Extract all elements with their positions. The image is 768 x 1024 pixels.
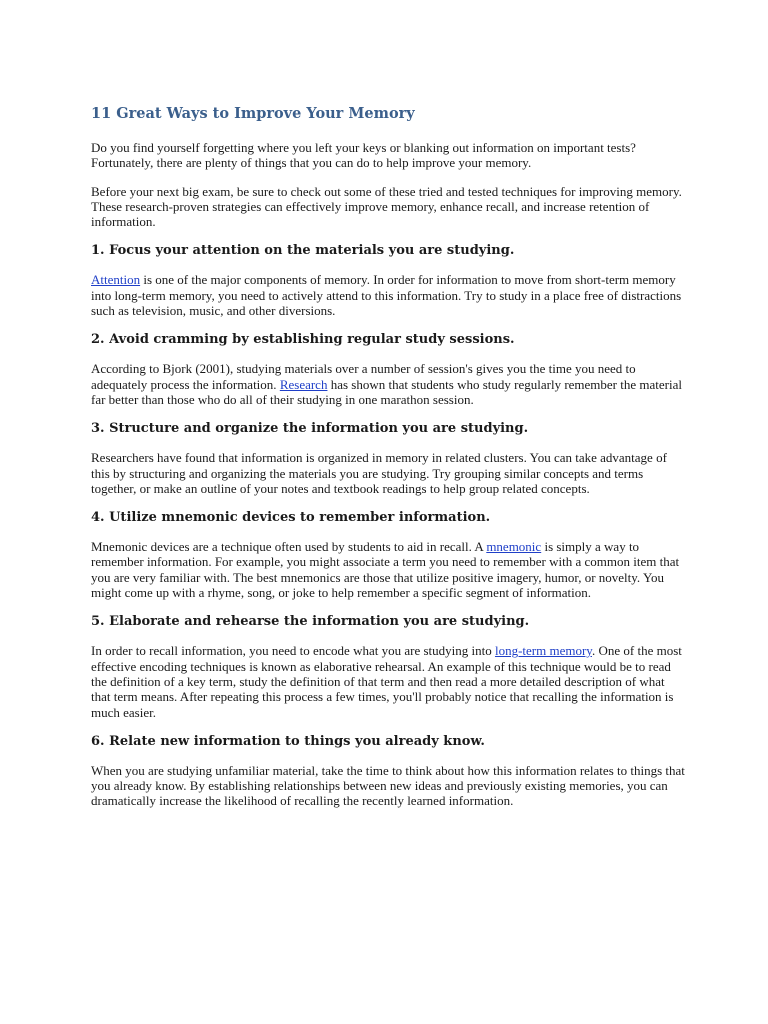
section-heading-1: 1. Focus your attention on the materials you are studying. bbox=[91, 243, 515, 259]
document-page bbox=[91, 104, 687, 822]
section-body-1 bbox=[91, 272, 687, 318]
section-text-before-5: In order to recall information, you need to encode what you are studying into bbox=[91, 643, 495, 659]
section-heading-6: 6. Relate new information to things you already know. bbox=[91, 733, 485, 749]
section-text-after-5: . One of the most effective encoding techniques is known as elaborative rehearsal. An example of this technique would be to read the definition of a key term, study the definition of that term and then read a more detailed description of what that term means. After repeating this process a few times, you'll probably notice that recalling the information is much easier. bbox=[91, 643, 682, 720]
section-body-6: When you are studying unfamiliar material, take the time to think about how this information relates to things that you already know. By establishing relationships between new ideas and previously existing memories, you can dramatically increase the likelihood of recalling the recently learned information. bbox=[91, 762, 685, 809]
section-body-2 bbox=[91, 361, 687, 407]
intro-paragraph-1: Do you find yourself forgetting where you left your keys or blanking out information on important tests? Fortunately, there are plenty of things that you can do to help improve your memory. bbox=[91, 140, 636, 171]
document-title: 11 Great Ways to Improve Your Memory bbox=[91, 105, 415, 122]
long-term-memory-link[interactable]: long-term memory bbox=[494, 643, 592, 659]
section-heading-5: 5. Elaborate and rehearse the information you are studying. bbox=[91, 614, 530, 630]
research-link[interactable]: Research bbox=[279, 376, 328, 392]
section-heading-2: 2. Avoid cramming by establishing regular study sessions. bbox=[91, 332, 515, 348]
section-heading-4: 4. Utilize mnemonic devices to remember information. bbox=[91, 510, 491, 526]
section-heading-3: 3. Structure and organize the information you are studying. bbox=[91, 421, 529, 437]
section-body-5 bbox=[91, 643, 687, 719]
section-text-after-1: is one of the major components of memory. In order for information to move from short-term memory into long-term memory, you need to actively attend to this information. Try to study in a place free of distractions such as television, music, and other diversions. bbox=[91, 272, 682, 319]
section-body-4 bbox=[91, 539, 687, 600]
section-text-before-2: According to Bjork (2001), studying materials over a number of session's gives you the time you need to adequately process the information. bbox=[91, 361, 636, 392]
section-body-3: Researchers have found that information is organized in memory in related clusters. You can take advantage of this by structuring and organizing the materials you are studying. Try grouping similar concepts and terms together, or make an outline of your notes and textbook readings to help group related concepts. bbox=[91, 450, 667, 496]
intro-paragraph-2: Before your next big exam, be sure to check out some of these tried and tested techniques for improving memory. These research-proven strategies can effectively improve memory, enhance recall, and increase retention of information. bbox=[91, 183, 682, 230]
attention-link[interactable]: Attention bbox=[91, 272, 141, 288]
section-text-after-4: is simply a way to remember information. For example, you might associate a term you need to remember with a common item that you are very familiar with. The best mnemonics are those that utilize positive imagery, humor, or novelty. You might come up with a rhyme, song, or joke to help remember a specific segment of information. bbox=[91, 539, 680, 601]
section-text-after-2: has shown that students who study regularly remember the material far better than those who do all of their studying in one marathon session. bbox=[91, 376, 682, 407]
mnemonic-link[interactable]: mnemonic bbox=[486, 539, 542, 555]
section-text-before-4: Mnemonic devices are a technique often used by students to aid in recall. A bbox=[91, 539, 487, 555]
